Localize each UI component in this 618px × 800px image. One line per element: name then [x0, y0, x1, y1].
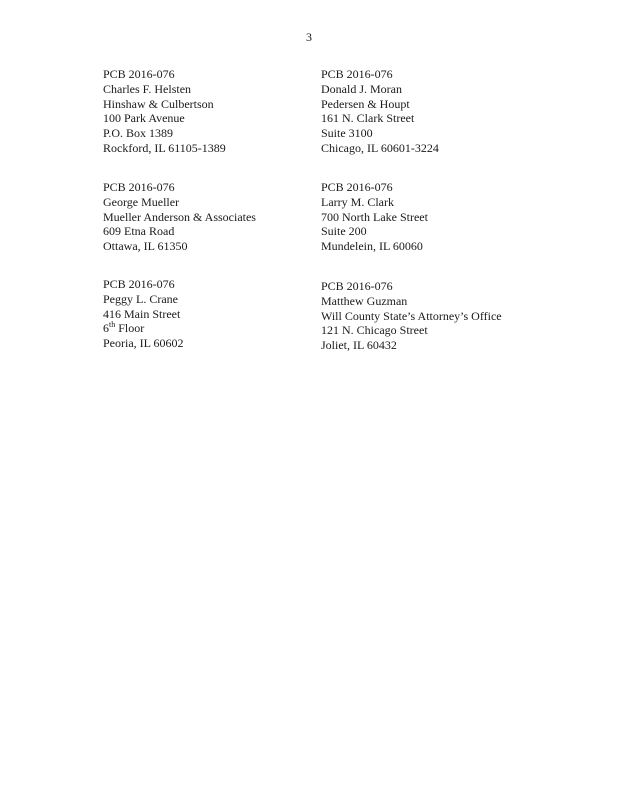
- service-recipient-mueller: [103, 180, 256, 254]
- city-state-zip: Mundelein, IL 60060: [321, 239, 423, 254]
- case-number: PCB 2016-076: [321, 180, 393, 194]
- street-address: 100 Park Avenue: [103, 111, 185, 126]
- service-recipient-clark: [321, 180, 428, 254]
- city-state-zip: Chicago, IL 60601-3224: [321, 140, 439, 155]
- case-number: PCB 2016-076: [103, 180, 175, 194]
- recipient-name: Charles F. Helsten: [103, 81, 192, 96]
- street-address: 121 N. Chicago Street: [321, 323, 428, 338]
- service-recipient-moran: [321, 67, 439, 156]
- firm-name: Hinshaw & Culbertson: [103, 96, 214, 111]
- city-state-zip: Rockford, IL 61105-1389: [103, 140, 226, 155]
- floor-ordinal-suffix: th: [109, 320, 116, 330]
- po-box: P.O. Box 1389: [103, 126, 174, 141]
- suite: Suite 3100: [321, 126, 373, 141]
- city-state-zip: Peoria, IL 60602: [103, 336, 184, 351]
- floor-word: Floor: [118, 321, 145, 336]
- city-state-zip: Ottawa, IL 61350: [103, 239, 188, 254]
- page-number: 3: [306, 30, 312, 44]
- case-number: PCB 2016-076: [103, 67, 175, 81]
- floor: [103, 321, 184, 336]
- recipient-name: Larry M. Clark: [321, 194, 394, 209]
- floor-number: 6: [103, 321, 109, 336]
- case-number: PCB 2016-076: [321, 67, 393, 81]
- service-recipient-guzman: [321, 279, 502, 353]
- recipient-name: Matthew Guzman: [321, 293, 408, 308]
- city-state-zip: Joliet, IL 60432: [321, 338, 397, 353]
- firm-name: Pedersen & Houpt: [321, 96, 410, 111]
- recipient-name: Peggy L. Crane: [103, 291, 178, 306]
- service-recipient-crane: [103, 277, 184, 351]
- suite: Suite 200: [321, 224, 367, 239]
- case-number: PCB 2016-076: [321, 279, 393, 293]
- street-address: 416 Main Street: [103, 306, 181, 321]
- recipient-name: Donald J. Moran: [321, 81, 402, 96]
- street-address: 161 N. Clark Street: [321, 111, 415, 126]
- recipient-name: George Mueller: [103, 194, 180, 209]
- office-name: Will County State’s Attorney’s Office: [321, 308, 502, 323]
- service-recipient-helsten: [103, 67, 226, 156]
- case-number: PCB 2016-076: [103, 277, 175, 291]
- street-address: 609 Etna Road: [103, 224, 175, 239]
- street-address: 700 North Lake Street: [321, 209, 428, 224]
- firm-name: Mueller Anderson & Associates: [103, 209, 256, 224]
